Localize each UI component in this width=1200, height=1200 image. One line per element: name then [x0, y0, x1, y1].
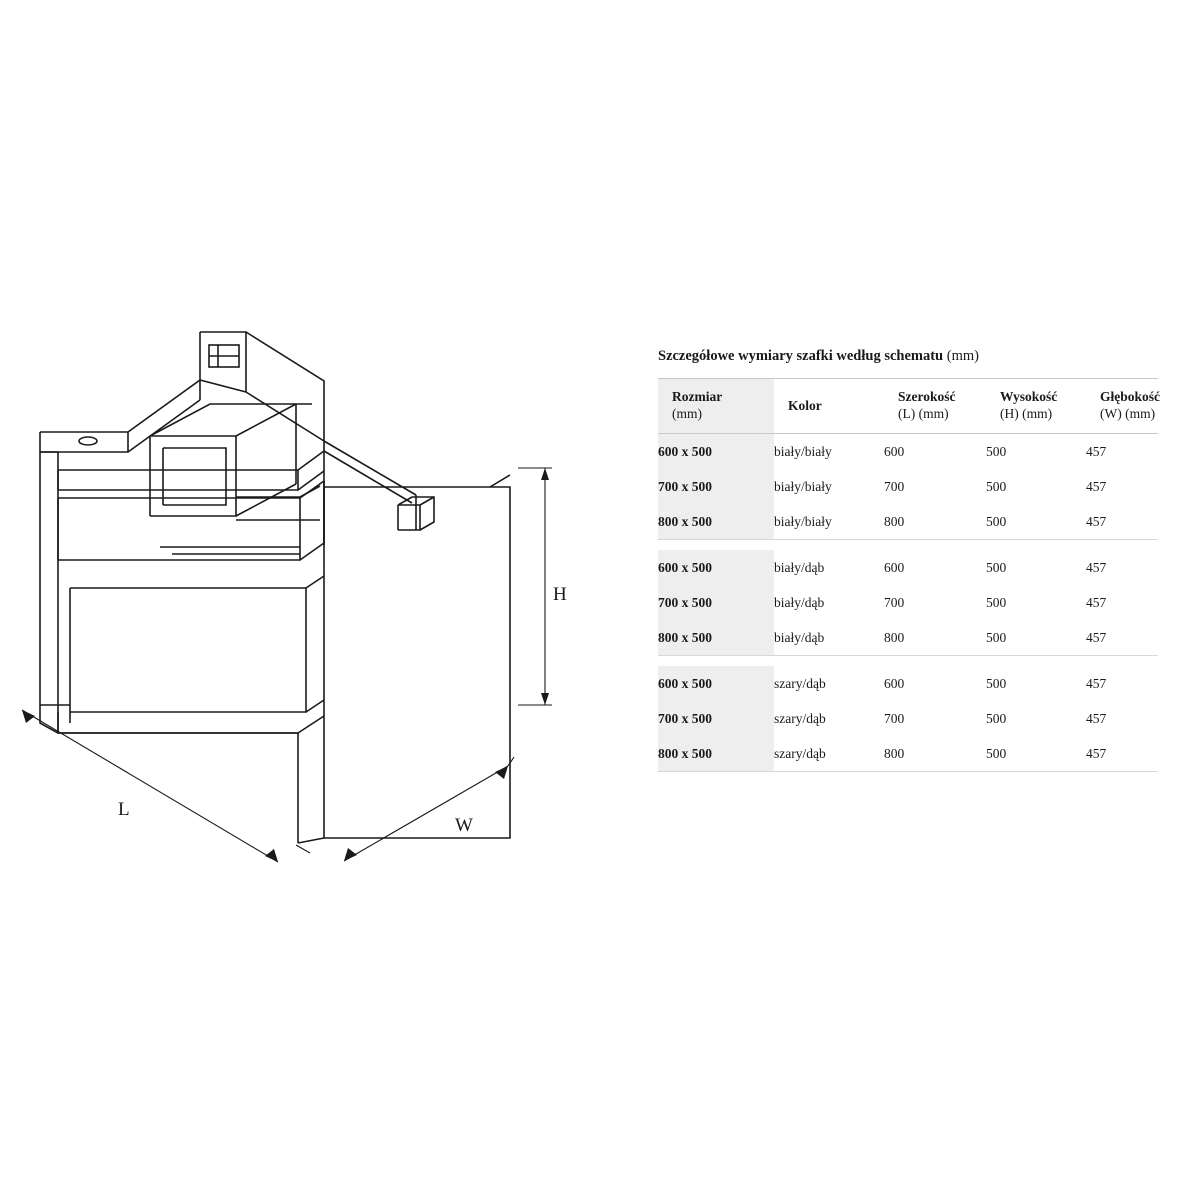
cell-length: 700 [884, 594, 905, 610]
cell-height: 500 [986, 710, 1007, 726]
cell-length: 800 [884, 736, 986, 772]
cell-height: 500 [986, 620, 1086, 656]
cell-height: 500 [986, 478, 1007, 494]
cell-depth: 457 [1086, 736, 1158, 772]
dimension-label-height: H [553, 584, 567, 605]
cell-color: biały/dąb [774, 620, 884, 656]
cell-height: 500 [986, 504, 1086, 540]
cell-depth: 457 [1086, 443, 1107, 459]
cell-length: 600 [884, 675, 905, 691]
cell-size: 700 x 500 [658, 701, 774, 736]
table-row [658, 666, 1158, 701]
cell-size: 700 x 500 [658, 585, 774, 620]
cell-color: biały/biały [774, 504, 884, 540]
cell-height: 500 [986, 675, 1007, 691]
specification-panel [658, 348, 1161, 772]
cell-length: 800 [884, 504, 986, 540]
spec-caption-unit: (mm) [946, 348, 979, 364]
column-header-depth [1086, 379, 1161, 434]
table-row [658, 434, 1158, 470]
cell-color: biały/biały [774, 443, 832, 459]
cell-depth: 457 [1086, 594, 1107, 610]
table-row [658, 585, 1158, 620]
cell-depth: 457 [1086, 559, 1107, 575]
cell-depth: 457 [1086, 710, 1107, 726]
cell-height: 500 [986, 594, 1007, 610]
cell-color: szary/dąb [774, 675, 826, 691]
column-header-height [986, 379, 1086, 434]
cell-size: 800 x 500 [658, 620, 774, 656]
cell-depth: 457 [1086, 620, 1158, 656]
cell-length: 700 [884, 478, 905, 494]
cell-depth: 457 [1086, 504, 1158, 540]
cell-size: 800 x 500 [658, 504, 774, 540]
column-header-color-label: Kolor [788, 397, 822, 413]
group-separator [658, 656, 1158, 667]
column-header-length-label: Szerokość [898, 389, 956, 405]
spec-caption-text: Szczegółowe wymiary szafki według schematu [658, 348, 944, 364]
column-header-color [774, 379, 884, 434]
column-header-length [884, 379, 986, 434]
cell-color: szary/dąb [774, 736, 884, 772]
cell-size: 700 x 500 [658, 469, 774, 504]
cell-length: 600 [884, 443, 905, 459]
cell-depth: 457 [1086, 675, 1107, 691]
cell-height: 500 [986, 736, 1086, 772]
cell-length: 600 [884, 559, 905, 575]
table-row [658, 550, 1158, 585]
dimension-label-width: W [455, 815, 473, 836]
table-header-row [658, 379, 1158, 434]
column-header-height-label: Wysokość [1000, 389, 1058, 405]
cell-length: 700 [884, 710, 905, 726]
cell-color: biały/biały [774, 478, 832, 494]
table-row [658, 469, 1158, 504]
column-header-size-unit: (mm) [672, 406, 702, 421]
column-header-height-unit: (H) (mm) [1000, 406, 1053, 421]
dimension-label-length: L [118, 799, 130, 820]
cell-size: 600 x 500 [658, 666, 774, 701]
group-separator [658, 540, 1158, 551]
cell-size: 600 x 500 [658, 550, 774, 585]
spec-caption [658, 348, 1158, 365]
table-row [658, 701, 1158, 736]
column-header-depth-unit: (W) (mm) [1100, 406, 1156, 421]
cell-color: biały/dąb [774, 559, 825, 575]
column-header-depth-label: Głębokość [1100, 389, 1161, 405]
column-header-size [658, 379, 774, 434]
cell-depth: 457 [1086, 478, 1107, 494]
cell-height: 500 [986, 443, 1007, 459]
cell-size: 800 x 500 [658, 736, 774, 772]
table-head [658, 379, 1161, 434]
column-header-length-unit: (L) (mm) [898, 406, 949, 421]
table-body [658, 434, 1158, 772]
cell-height: 500 [986, 559, 1007, 575]
cell-color: biały/dąb [774, 594, 825, 610]
table-row [658, 504, 1158, 540]
table-row [658, 620, 1158, 656]
table-row [658, 736, 1158, 772]
dimensions-table [658, 378, 1161, 772]
cell-length: 800 [884, 620, 986, 656]
cell-size: 600 x 500 [658, 434, 774, 470]
cell-color: szary/dąb [774, 710, 826, 726]
column-header-size-label: Rozmiar [672, 389, 723, 405]
